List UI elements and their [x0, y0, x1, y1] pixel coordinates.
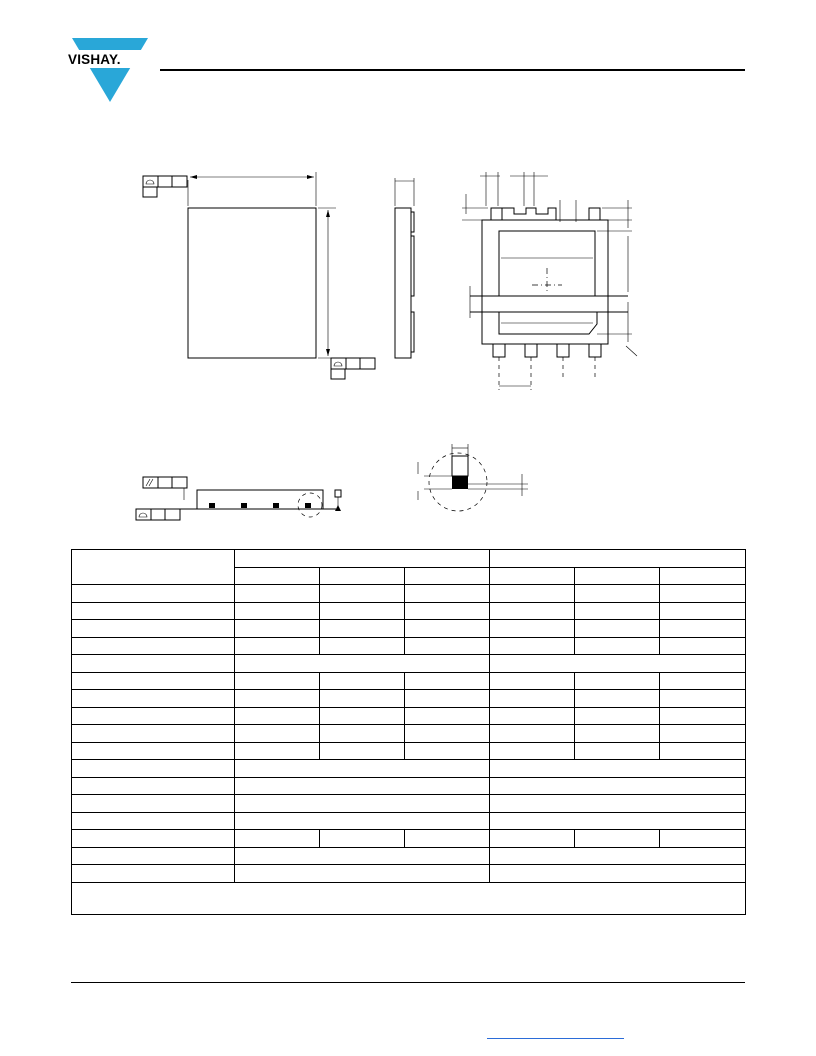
table-cell	[575, 567, 660, 585]
table-row	[72, 725, 746, 743]
table-row	[72, 742, 746, 760]
table-row	[72, 620, 746, 638]
front-view	[136, 477, 341, 520]
table-cell	[320, 567, 405, 585]
detail-view	[418, 444, 528, 511]
dimensions-table	[71, 549, 746, 915]
table-row	[72, 637, 746, 655]
table-row	[72, 672, 746, 690]
table-note-row	[72, 882, 746, 914]
datum-symbol	[331, 358, 375, 379]
table-row	[72, 585, 746, 603]
logo-wordmark: VISHAY.	[68, 52, 121, 67]
footer-rule	[71, 982, 745, 983]
table-header-dim	[72, 550, 235, 585]
table-row	[72, 795, 746, 813]
table-header-row	[72, 550, 746, 568]
table-row	[72, 690, 746, 708]
table-row	[72, 655, 746, 673]
top-view	[143, 172, 375, 379]
table-cell	[405, 567, 490, 585]
side-view	[395, 178, 414, 358]
parallelism-symbol	[143, 477, 187, 488]
table-row	[72, 847, 746, 865]
table-row	[72, 707, 746, 725]
datum-symbol	[136, 509, 180, 520]
table-row	[72, 865, 746, 883]
table-cell	[660, 567, 746, 585]
table-cell	[490, 567, 575, 585]
table-header-group-1	[235, 550, 490, 568]
table-cell	[235, 567, 320, 585]
bottom-view	[462, 172, 637, 390]
table-header-group-2	[490, 550, 746, 568]
table-row	[72, 830, 746, 848]
table-row	[72, 602, 746, 620]
datum-symbol	[143, 176, 187, 197]
table-row	[72, 777, 746, 795]
table-row	[72, 812, 746, 830]
table-row	[72, 760, 746, 778]
footer-link-underline[interactable]	[487, 1038, 624, 1039]
